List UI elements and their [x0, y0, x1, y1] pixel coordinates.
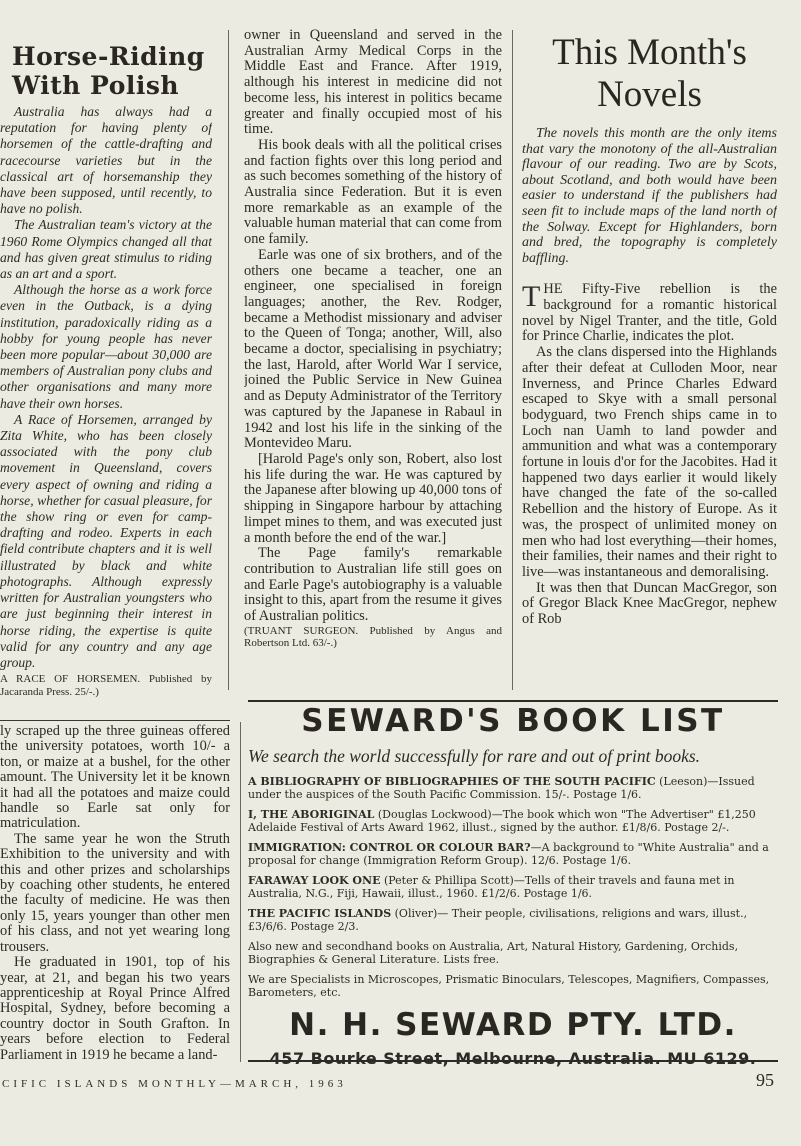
paragraph: A Race of Horsemen, arranged by Zita White, who has been closely associated with the pony club movement in Queensland, covers every aspect of owning and riding a horse, whether for casual pleasure, for the show ring or even for camp-drafting and rodeo. Experts in each field contribute chapters and it is well illustrated by black and white photographs. Although expressly written for Australian youngsters who are just beginning their interest in horse riding, the expertise is quite valid for any country and any age group.	[0, 411, 212, 670]
horse-riding-article	[0, 30, 212, 720]
paragraph-text: HE Fifty-Five rebellion is the background for a romantic historical novel by Nigel Tranter, and the title, Gold for Prince Charlie, indicates the plot.	[522, 281, 777, 345]
ad-item-detail: (Peter & Phillipa Scott)—Tells of their travels and fauna met in Australia, N.G., Fiji, Hawaii, illust., 1960. £1/2/6. Postage 1/6.	[248, 874, 735, 900]
ad-item-detail: —A background to "White Australia" and a proposal for change (Immigration Reform Group). 12/6. Postage 1/6.	[248, 841, 769, 867]
ad-title: SEWARD'S BOOK LIST	[301, 703, 725, 739]
paragraph: Although the horse as a work force even in the Outback, is a dying institution, paradoxically riding as a hobby for young people has never been more popular—about 30,000 are members of Australian pony clubs and other organisations and many more have their own horses.	[0, 282, 212, 411]
ad-slogan: We search the world successfully for rare and out of print books.	[248, 746, 701, 766]
paragraph: Earle was one of six brothers, and of the others one became a teacher, one an engineer, one specialised in foreign languages; another, the Rev. Rodger, became a Methodist missionary and adviser to the Queen of Tonga; another, Will, also became a doctor, specialising in psychiatry; the last, Harold, after World War I service, joined the Public Service in New Guinea and as Deputy Administrator of the Territory was captured by the Japanese in Rabaul in 1942 and lost his life in the sinking of the Montevideo Maru.	[244, 246, 502, 452]
article-title	[12, 42, 212, 100]
ad-item	[248, 842, 778, 867]
ad-item	[248, 809, 778, 834]
ad-also-note: Also new and secondhand books on Australia, Art, Natural History, Gardening, Orchids, Biographies & General Literature. Lists free.	[248, 940, 739, 966]
book-source: (TRUANT SURGEON. Published by Angus and Robertson Ltd. 63/-.)	[244, 624, 502, 650]
truant-surgeon-article	[244, 28, 502, 688]
novels-article	[522, 32, 777, 684]
drop-cap: T	[522, 280, 541, 314]
column-rule-2	[512, 30, 513, 690]
paragraph: The Australian team's victory at the 1960 Rome Olympics changed all that and has given great stimulus to riding as an art and a sport.	[0, 217, 212, 282]
paragraph: His book deals with all the political crises and faction fights over this long period and as such becomes something of the history of Australia since Federation. But it is even more remarkable as an example of the valuable human material that can come from one family.	[244, 136, 502, 248]
company-name: N. H. SEWARD PTY. LTD.	[289, 1007, 737, 1043]
paragraph: The same year he won the Struth Exhibition to the university and with this and other prizes and scholarships by coaching other students, he entered the faculty of medicine. He was then only 15, years younger than other men of his class, and not yet wearing long trousers.	[0, 830, 230, 955]
title-line-1: Horse-Riding	[12, 42, 205, 71]
page-footer	[0, 1070, 801, 1098]
section-title: This Month's Novels	[552, 32, 747, 115]
paragraph: It was then that Duncan MacGregor, son of Gregor Black Knee MacGregor, nephew of Rob	[522, 579, 777, 628]
ad-item-title: FARAWAY LOOK ONE	[248, 874, 381, 887]
paragraph: The Page family's remarkable contribution to Australian life still goes on and Earle Page's autobiography is a valuable insight to this, apart from the resume it gives of Australian politics.	[244, 545, 502, 625]
paragraph: owner in Queensland and served in the Australian Army Medical Corps in the Middle East and France. After 1919, although his interest in medicine did not become less, his interest in politics became greater and finally occupied most of his time.	[244, 28, 502, 138]
running-footer: CIFIC ISLANDS MONTHLY—MARCH, 1963	[2, 1078, 347, 1090]
ad-item	[248, 776, 778, 801]
ad-item-title: I, THE ABORIGINAL	[248, 808, 375, 821]
intro-paragraph: The novels this month are the only items that vary the monotony of the all-Australian flavour of our reading. Two are by Scots, about Scotland, and both would have been easier to understand if the publishers had seen fit to include maps of the land north of the Solway. Except for Highlanders, born and bred, the topography is completely baffling.	[522, 126, 777, 266]
ad-item	[248, 875, 778, 900]
paragraph: He graduated in 1901, top of his year, at 21, and began his two years apprenticeship at Royal Prince Alfred Hospital, Sydney, before becoming a country doctor in South Grafton. In years before election to Federal Parliament in 1919 he became a land-	[0, 954, 230, 1063]
paragraph: As the clans dispersed into the Highlands after their defeat at Culloden Moor, near Inverness, and Prince Charles Edward escaped to Skye with a small personal bodyguard, two French ships came in to Loch nan Uamh to land powder and ammunition and what was a contemporary fortune in louis d'or for the Jacobites. Had it happened two days earlier it would likely have changed the fate of the so-called Rebellion and the history of Europe. As it was, the prospect of unlimited money on men who had lost everything—their homes, their families, their names and their right to live—was instantaneous and demoralising.	[522, 344, 777, 580]
title-line-2: With Polish	[12, 71, 180, 100]
ad-item-title: IMMIGRATION: CONTROL OR COLOUR BAR?	[248, 841, 531, 854]
ad-item-detail: (Leeson)—Issued under the auspices of the South Pacific Commission. 15/-. Postage 1/6.	[248, 775, 755, 801]
paragraph	[522, 282, 777, 345]
book-source: A RACE OF HORSEMEN. Published by Jacaranda Press. 25/-.)	[0, 673, 212, 699]
section-rule-top	[0, 720, 230, 721]
ad-item	[248, 908, 778, 933]
seward-book-list-ad	[248, 702, 778, 1072]
ad-item-title: A BIBLIOGRAPHY OF BIBLIOGRAPHIES OF THE SOUTH PACIFIC	[248, 775, 656, 788]
ad-specialists-note: We are Specialists in Microscopes, Prismatic Binoculars, Telescopes, Magnifiers, Compasses, Barometers, etc.	[248, 973, 770, 999]
column-rule-3	[240, 722, 241, 1062]
page-autobiography-continued	[0, 724, 230, 1074]
paragraph: [Harold Page's only son, Robert, also lost his life during the war. He was captured by the Japanese after blowing up 40,000 tons of shipping in Singapore harbour by attaching limpet mines to them, and was executed just a month before the end of the war.]	[244, 450, 502, 546]
column-rule-1	[228, 30, 229, 690]
company-address: 457 Bourke Street, Melbourne, Australia. MU 6129.	[269, 1049, 757, 1068]
ad-item-title: THE PACIFIC ISLANDS	[248, 907, 392, 920]
paragraph: Australia has always had a reputation for having plenty of horsemen of the cattle-drafting and racecourse varieties but in the classical art of horsemanship they have been supposed, until recently, to have no polish.	[0, 104, 212, 217]
ad-item-detail: (Oliver)— Their people, civilisations, religions and wars, illust., £3/6/6. Postage 2/3.	[248, 907, 748, 933]
paragraph: ly scraped up the three guineas offered the university potatoes, worth 10/- a ton, or maize at a bushel, for the other amount. The University let it be known it had all the potatoes and maize could handle so Earle sat only for matriculation.	[0, 724, 230, 832]
ad-item-detail: (Douglas Lockwood)—The book which won "The Advertiser" £1,250 Adelaide Festival of Arts Award 1962, illust., signed by the author. £1/8/6. Postage 2/-.	[248, 808, 756, 834]
page-number: 95	[756, 1070, 774, 1090]
